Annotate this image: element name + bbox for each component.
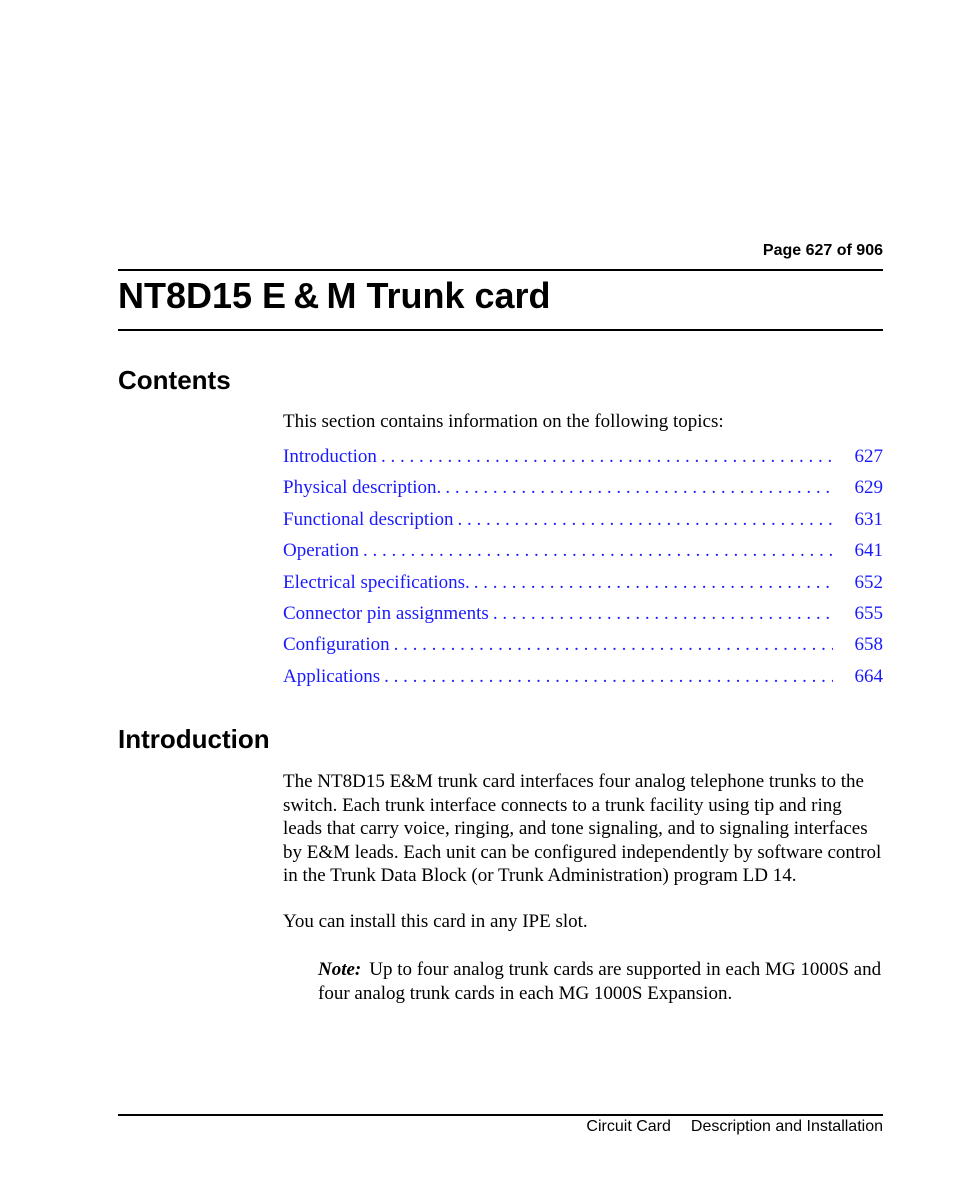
introduction-heading: Introduction bbox=[118, 724, 270, 754]
toc-link-connector-pin-assignments[interactable] bbox=[283, 603, 883, 634]
installation-paragraph: You can install this card in any IPE slot. bbox=[283, 911, 588, 932]
note-text: Up to four analog trunk cards are supported in each MG 1000S and four analog trunk cards in each MG 1000S Expansion. bbox=[318, 959, 882, 1004]
toc-leader bbox=[381, 446, 833, 468]
toc-page-number: 658 bbox=[854, 634, 883, 656]
toc-leader bbox=[493, 603, 833, 625]
toc-link-electrical-specifications[interactable] bbox=[283, 572, 883, 603]
contents-heading: Contents bbox=[118, 365, 231, 395]
note-label: Note: bbox=[318, 959, 362, 980]
toc-label: Applications bbox=[283, 665, 381, 687]
introduction-paragraph: The NT8D15 E&M trunk card interfaces four analog telephone trunks to the switch. Each trunk interface connects to a trunk facility using tip and ring leads that carry voice, ringing, and tone signaling, and to signaling interfaces by E&M leads. Each unit can be configured independently by software control in the Trunk Data Block (or Trunk Administration) program LD 14. bbox=[283, 771, 882, 887]
toc-link-functional-description[interactable] bbox=[283, 509, 883, 540]
toc-label: Functional description bbox=[283, 508, 454, 530]
toc-label: Introduction bbox=[283, 446, 377, 467]
toc-page-number: 652 bbox=[854, 571, 883, 593]
toc-page-number: 664 bbox=[854, 665, 883, 687]
title-top-rule bbox=[118, 269, 883, 271]
toc-leader bbox=[384, 666, 832, 688]
toc-link-physical-description[interactable] bbox=[283, 477, 883, 508]
toc-link-introduction[interactable] bbox=[283, 446, 883, 477]
toc-leader bbox=[394, 634, 833, 656]
toc-label: Electrical specifications. bbox=[283, 571, 470, 593]
page-footer bbox=[586, 1118, 883, 1136]
footer-rule bbox=[118, 1114, 883, 1116]
toc-link-applications[interactable] bbox=[283, 666, 883, 697]
toc-page-number: 629 bbox=[854, 477, 883, 499]
toc-leader bbox=[474, 572, 833, 594]
contents-intro: This section contains information on the following topics: bbox=[283, 411, 724, 432]
table-of-contents bbox=[283, 446, 883, 697]
toc-label: Connector pin assignments bbox=[283, 602, 489, 624]
toc-label: Configuration bbox=[283, 634, 390, 656]
title-bottom-rule bbox=[118, 329, 883, 331]
toc-label: Physical description. bbox=[283, 477, 442, 499]
note-block bbox=[318, 958, 883, 1006]
page-title: NT8D15 E & M Trunk card bbox=[118, 275, 551, 316]
toc-page-number: 631 bbox=[854, 508, 883, 530]
page-number: Page 627 of 906 bbox=[762, 242, 883, 259]
toc-link-operation[interactable] bbox=[283, 540, 883, 571]
toc-leader bbox=[363, 540, 833, 562]
toc-label: Operation bbox=[283, 540, 359, 562]
toc-page-number: 655 bbox=[854, 602, 883, 624]
toc-leader bbox=[457, 509, 832, 531]
toc-page-number: 627 bbox=[854, 446, 883, 467]
footer-book-title: Circuit Card bbox=[586, 1118, 671, 1135]
toc-leader bbox=[445, 477, 832, 499]
toc-link-configuration[interactable] bbox=[283, 634, 883, 665]
footer-book-subtitle: Description and Installation bbox=[690, 1118, 883, 1135]
toc-page-number: 641 bbox=[854, 540, 883, 562]
